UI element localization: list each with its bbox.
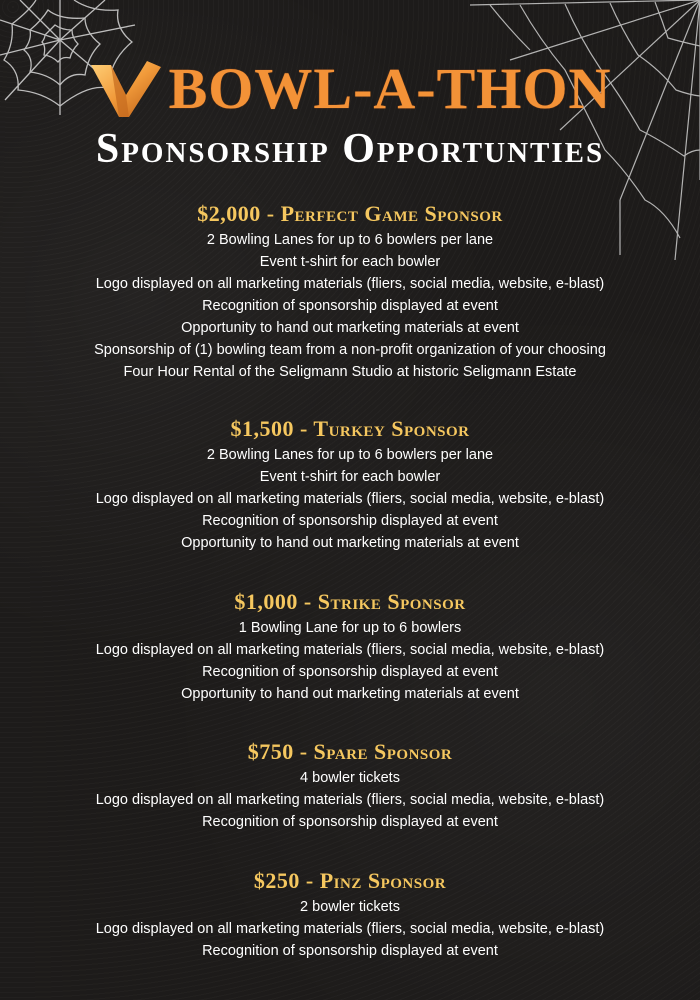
benefit-item: Recognition of sponsorship displayed at event xyxy=(202,513,498,529)
logo-v-icon xyxy=(89,59,163,119)
benefit-item: Recognition of sponsorship displayed at event xyxy=(202,664,498,680)
benefit-item: Sponsorship of (1) bowling team from a non-profit organization of your choosing xyxy=(94,342,606,358)
benefit-item: Logo displayed on all marketing materials (fliers, social media, website, e-blast) xyxy=(95,642,605,658)
header xyxy=(0,56,700,174)
tier-title: $2,000 - Perfect Game Sponsor xyxy=(197,201,503,226)
tier-turkey xyxy=(0,415,700,554)
benefit-item: Opportunity to hand out marketing materials at event xyxy=(181,320,519,336)
benefit-item: Logo displayed on all marketing materials (fliers, social media, website, e-blast) xyxy=(95,276,605,292)
benefit-item: Opportunity to hand out marketing materials at event xyxy=(181,535,519,551)
benefit-item: Event t-shirt for each bowler xyxy=(259,469,441,485)
benefit-item: Logo displayed on all marketing materials (fliers, social media, website, e-blast) xyxy=(95,921,605,937)
benefit-item: 2 bowler tickets xyxy=(300,899,400,915)
benefit-item: 2 Bowling Lanes for up to 6 bowlers per lane xyxy=(206,447,494,463)
benefit-item: 2 Bowling Lanes for up to 6 bowlers per lane xyxy=(206,232,494,248)
tier-title: $1,000 - Strike Sponsor xyxy=(234,589,466,614)
benefit-item: 4 bowler tickets xyxy=(300,770,400,786)
benefit-item: Event t-shirt for each bowler xyxy=(259,254,441,270)
benefit-item: Recognition of sponsorship displayed at event xyxy=(202,814,498,830)
event-title: BOWL-A-THON xyxy=(168,56,612,121)
logo-row xyxy=(0,56,700,122)
tier-title: $1,500 - Turkey Sponsor xyxy=(230,416,470,441)
tier-perfect-game xyxy=(0,200,700,383)
benefit-item: Opportunity to hand out marketing materials at event xyxy=(181,686,519,702)
tier-title: $750 - Spare Sponsor xyxy=(247,739,453,764)
tier-strike xyxy=(0,588,700,705)
tier-pinz xyxy=(0,867,700,962)
tier-spare xyxy=(0,738,700,833)
benefit-item: Recognition of sponsorship displayed at event xyxy=(202,298,498,314)
benefit-item: Four Hour Rental of the Seligmann Studio at historic Seligmann Estate xyxy=(123,364,577,380)
benefit-item: 1 Bowling Lane for up to 6 bowlers xyxy=(238,620,462,636)
benefit-item: Recognition of sponsorship displayed at event xyxy=(202,943,498,959)
benefit-item: Logo displayed on all marketing materials (fliers, social media, website, e-blast) xyxy=(95,491,605,507)
benefit-item: Logo displayed on all marketing materials (fliers, social media, website, e-blast) xyxy=(95,792,605,808)
page-subtitle: Sponsorship Opportunties xyxy=(95,126,605,172)
tier-title: $250 - Pinz Sponsor xyxy=(253,868,447,893)
